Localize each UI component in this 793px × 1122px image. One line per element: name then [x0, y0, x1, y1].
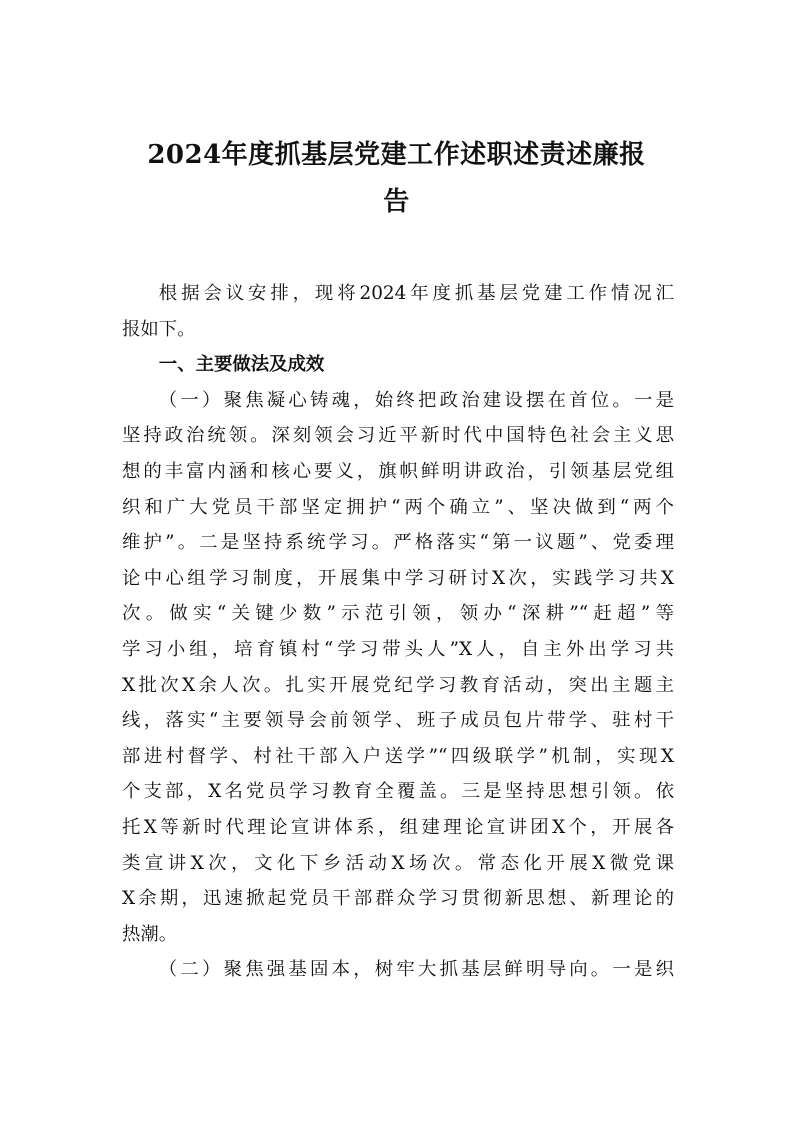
text-line: （一）聚焦凝心铸魂，始终把政治建设摆在首位。一是 [158, 389, 674, 411]
text-line: 想的丰富内涵和核心要义，旗帜鲜明讲政治，引领基层党组 [122, 460, 674, 482]
text-line: 坚持政治统领。深刻领会习近平新时代中国特色社会主义思 [122, 425, 674, 447]
text-line: X余期，迅速掀起党员干部群众学习贯彻新思想、新理论的 [122, 888, 674, 910]
title-line-1: 2024年度抓基层党建工作述职述责述廉报 [147, 140, 646, 170]
text-line: 维护”。二是坚持系统学习。严格落实“第一议题”、党委理 [122, 532, 674, 554]
text-line: 根据会议安排，现将2024年度抓基层党建工作情况汇 [158, 283, 674, 304]
text-line: 类宣讲X次，文化下乡活动X场次。常态化开展X微党课 [122, 852, 674, 874]
text-line: 织和广大党员干部坚定拥护“两个确立”、坚决做到“两个 [122, 496, 674, 518]
text-line: 个支部，X名党员学习教育全覆盖。三是坚持思想引领。依 [122, 781, 674, 803]
text-line: （二）聚焦强基固本，树牢大抓基层鲜明导向。一是织 [158, 959, 674, 981]
text-line: 论中心组学习制度，开展集中学习研讨X次，实践学习共X [122, 567, 674, 589]
text-line: 次。做实“关键少数”示范引领，领办“深耕”“赶超”等 [122, 603, 674, 625]
body-paragraph [122, 383, 674, 953]
document-body [122, 276, 674, 988]
title-line-2: 告 [383, 187, 410, 217]
text-line: 部进村督学、村社干部入户送学”“四级联学”机制，实现X [122, 745, 674, 767]
section-heading [122, 347, 674, 383]
text-line: 学习小组，培育镇村“学习带头人”X人，自主外出学习共 [122, 638, 674, 660]
text-line: 一、主要做法及成效 [158, 354, 325, 376]
intro-paragraph [122, 276, 674, 347]
text-line: 报如下。 [122, 318, 196, 340]
document-title [118, 132, 675, 226]
text-line: X批次X余人次。扎实开展党纪学习教育活动，突出主题主 [122, 674, 674, 696]
text-line: 线，落实“主要领导会前领学、班子成员包片带学、驻村干 [122, 710, 674, 732]
text-line: 托X等新时代理论宣讲体系，组建理论宣讲团X个，开展各 [122, 816, 674, 838]
text-line: 热潮。 [122, 923, 178, 945]
body-paragraph [122, 952, 674, 988]
